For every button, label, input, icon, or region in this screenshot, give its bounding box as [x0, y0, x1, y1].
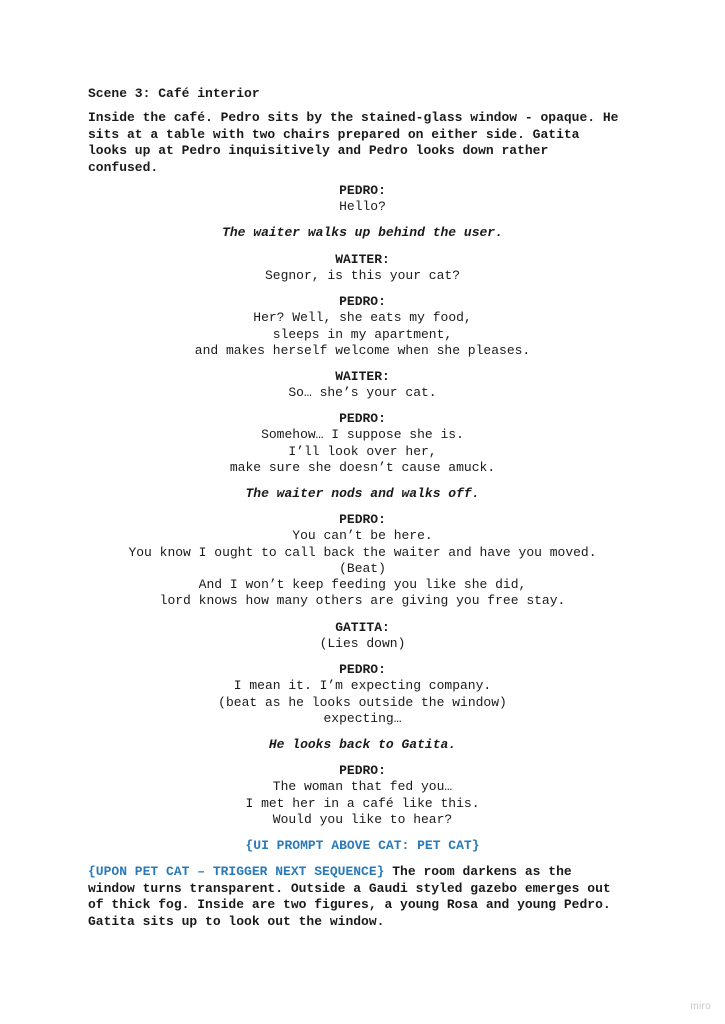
dialogue-line: expecting…	[323, 710, 402, 726]
dialogue-line: And I won’t keep feeding you like she did,	[198, 577, 527, 593]
character-name: WAITER:	[335, 369, 390, 384]
dialogue-block-8	[0, 662, 725, 727]
dialogue-line: You know I ought to call back the waiter and have you moved.	[128, 544, 597, 560]
dialogue-block-3	[0, 294, 725, 359]
dialogue-line: sleeps in my apartment,	[272, 326, 453, 342]
character-name: PEDRO:	[339, 512, 386, 527]
scene-heading: Scene 3: Café interior	[88, 86, 260, 101]
dialogue-line: lord knows how many others are giving you free stay.	[159, 593, 566, 609]
dialogue-line: Her? Well, she eats my food,	[253, 310, 472, 326]
dialogue-block-1	[0, 183, 725, 216]
character-name: PEDRO:	[339, 662, 386, 677]
dialogue-line: (Lies down)	[319, 636, 406, 652]
dialogue-line: I’ll look over her,	[288, 443, 437, 459]
dialogue-line: I met her in a café like this.	[245, 795, 480, 811]
dialogue-line: You can’t be here.	[292, 528, 433, 544]
dialogue-block-7	[0, 620, 725, 653]
dialogue-block-2	[0, 252, 725, 285]
opening-action: Inside the café. Pedro sits by the stained-glass window - opaque. He sits at a table with two chairs prepared on either side. Gatita looks up at Pedro inquisitively and Pedro looks down rather confused.	[88, 110, 619, 175]
miro-watermark: miro	[690, 1001, 711, 1012]
closing-action-first-line: The room darkens as the	[384, 864, 572, 879]
character-name: PEDRO:	[339, 411, 386, 426]
dialogue-line: Somehow… I suppose she is.	[261, 427, 464, 443]
character-name: WAITER:	[335, 252, 390, 267]
character-name: PEDRO:	[339, 763, 386, 778]
dialogue-line: and makes herself welcome when she pleases.	[194, 342, 531, 358]
character-name: PEDRO:	[339, 183, 386, 198]
dialogue-block-9	[0, 763, 725, 828]
character-name: GATITA:	[335, 620, 390, 635]
closing-action-text: window turns transparent. Outside a Gaudi styled gazebo emerges out of thick fog. Inside are two figures, a young Rosa and young Pedro. Gatita sits up to look out the window.	[88, 880, 611, 929]
dialogue-line: Would you like to hear?	[272, 811, 453, 827]
closing-action	[88, 864, 648, 930]
trigger-note: {UPON PET CAT – TRIGGER NEXT SEQUENCE}	[88, 864, 385, 879]
ui-prompt-note: {UI PROMPT ABOVE CAT: PET CAT}	[245, 838, 480, 853]
dialogue-block-5	[0, 411, 725, 476]
dialogue-line: make sure she doesn’t cause amuck.	[229, 459, 496, 475]
dialogue-line: (beat as he looks outside the window)	[218, 694, 507, 710]
stage-direction-1: The waiter walks up behind the user.	[222, 225, 503, 240]
stage-direction-3: He looks back to Gatita.	[268, 737, 457, 752]
character-name: PEDRO:	[339, 294, 386, 309]
stage-direction-2: The waiter nods and walks off.	[245, 486, 480, 501]
dialogue-line: So… she’s your cat.	[288, 385, 437, 401]
dialogue-block-6	[0, 512, 725, 610]
dialogue-line: Segnor, is this your cat?	[264, 268, 461, 284]
dialogue-line: I mean it. I’m expecting company.	[233, 678, 492, 694]
dialogue-block-4	[0, 369, 725, 402]
dialogue-line: The woman that fed you…	[272, 779, 453, 795]
dialogue-line: Hello?	[339, 199, 386, 215]
dialogue-line: (Beat)	[339, 560, 386, 576]
